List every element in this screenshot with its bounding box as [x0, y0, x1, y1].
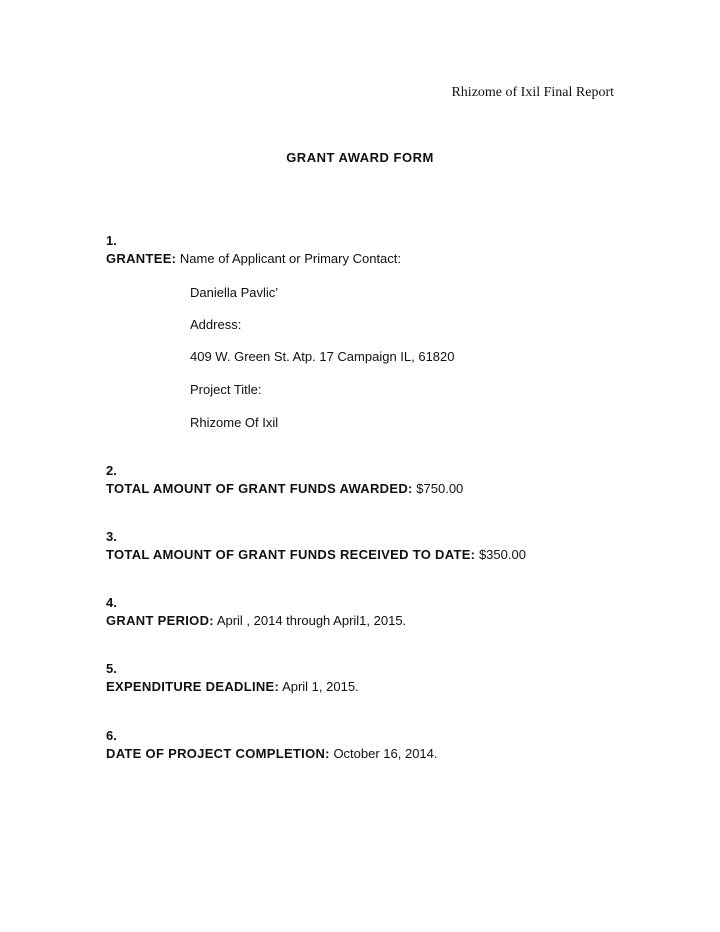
- section-number: 2.: [106, 463, 117, 478]
- section-funds-received: [106, 528, 526, 564]
- section-expenditure-deadline: [106, 660, 359, 696]
- section-number: 4.: [106, 595, 117, 610]
- project-title-label: Project Title:: [190, 382, 262, 397]
- applicant-name: Daniella Pavlic’: [190, 285, 279, 300]
- section-label: TOTAL AMOUNT OF GRANT FUNDS AWARDED:: [106, 481, 413, 496]
- section-value: October 16, 2014.: [333, 746, 438, 761]
- address-label: Address:: [190, 317, 242, 332]
- project-title-value: Rhizome Of Ixil: [190, 415, 279, 430]
- section-label: EXPENDITURE DEADLINE:: [106, 679, 280, 694]
- section-number: 1.: [106, 233, 117, 248]
- section-label: GRANTEE:: [106, 251, 177, 266]
- section-label: GRANT PERIOD:: [106, 613, 214, 628]
- section-text: Name of Applicant or Primary Contact:: [179, 251, 402, 266]
- section-completion-date: [106, 727, 438, 763]
- running-header: Rhizome of Ixil Final Report: [451, 85, 614, 100]
- section-funds-awarded: [106, 462, 463, 498]
- section-value: April , 2014 through April1, 2015.: [216, 613, 407, 628]
- section-grant-period: [106, 594, 406, 630]
- section-number: 5.: [106, 661, 117, 676]
- section-value: $750.00: [416, 481, 464, 496]
- form-title: GRANT AWARD FORM: [286, 150, 434, 165]
- section-number: 3.: [106, 529, 117, 544]
- section-grantee: [106, 232, 401, 268]
- section-label: DATE OF PROJECT COMPLETION:: [106, 746, 330, 761]
- section-number: 6.: [106, 728, 117, 743]
- section-value: $350.00: [478, 547, 526, 562]
- address-value: 409 W. Green St. Atp. 17 Campaign IL, 61820: [190, 349, 455, 364]
- section-label: TOTAL AMOUNT OF GRANT FUNDS RECEIVED TO DATE:: [106, 547, 476, 562]
- section-value: April 1, 2015.: [282, 679, 359, 694]
